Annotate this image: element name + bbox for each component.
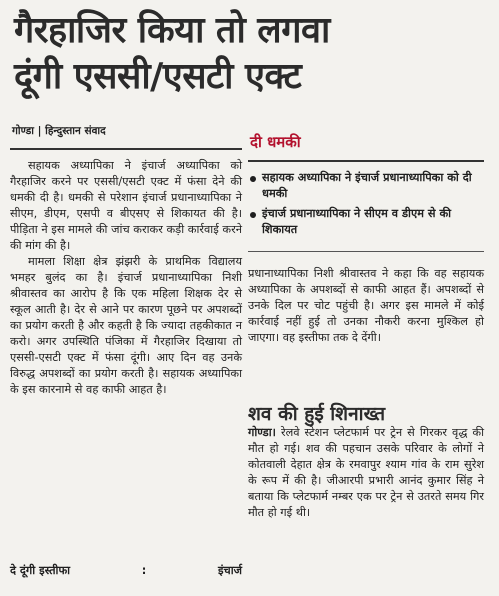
- sidebar-bullet-list: [248, 170, 484, 242]
- second-story-text: रेलवे स्टेशन प्लेटफार्म पर ट्रेन से गिरकर वृद्ध की मौत हो गई। शव की पहचान उसके परिवार के लोगों ने कोतवाली देहात क्षेत्र के रमवापुर श्याम गांव के राम सुरेश के रूप में की है। जीआरपी प्रभारी आनंद कुमार सिंह ने बताया कि प्लेटफार्म नम्बर एक पर ट्रेन से उतरते समय गिर मौत हो गई थी।: [248, 426, 485, 519]
- second-story-heading: शव की हुई शिनाख्त: [248, 403, 386, 425]
- article-paragraph-3: प्रधानाध्यापिका निशी श्रीवास्तव ने कहा कि वह सहायक अध्यापिका के अपशब्दों से काफी आहत हैं। अपशब्दों से उनके दिल पर चोट पहुंची है। अगर इस मामले में कोई कार्रवाई नहीं हुई तो उनका नौकरी करना मुश्किल हो जाएगा। वह इस्तीफा तक दे देंगी।: [248, 267, 484, 344]
- sidebar-bullet-1: सहायक अध्यापिका ने इंचार्ज प्रधानाध्यापिका को दी धमकी: [248, 170, 484, 202]
- article-column-right: [248, 266, 484, 346]
- article-paragraph-2: मामला शिक्षा क्षेत्र झंझरी के प्राथमिक विद्यालय भमहर बुलंद का है। इंचार्ज प्रधानाध्यापिका निशी श्रीवास्तव का आरोप है कि एक महिला शिक्षक देर से स्कूल आती है। देर से आने पर कारण पूछने पर अपशब्दों का प्रयोग करती है और कहती है कि ज्यादा तहकीकात न करो। अगर उपस्थिति पंजिका में गैरहाजिर दिखाया तो एससी-एसटी एक्ट में फंसा दूंगी। आए दिन वह उनके विरुद्ध अपशब्दों का प्रयोग करती है। सहायक अध्यापिका के इस कारनामे से वह काफी आहत है।: [10, 255, 242, 396]
- article-paragraph-1: सहायक अध्यापिका ने इंचार्ज अध्यापिका को गैरहाजिर करने पर एससी/एसटी एक्ट में फंसा देने की धमकी दी है। धमकी से परेशान इंचार्ज प्रधानाध्यापिका ने सीएम, डीएम, एसपी व बीएसए से शिकायत की है। पीड़िता ने इस मामले की जांच कराकर कड़ी कार्रवाई करने की मांग की है।: [10, 159, 242, 252]
- article-subhead-left: दे दूंगी इस्तीफा: [10, 564, 71, 577]
- headline-line-1: गैरहाजिर किया तो लगवा: [14, 10, 330, 51]
- dateline: गोण्डा | हिन्दुस्तान संवाद: [12, 125, 106, 137]
- article-subhead-right: इंचार्ज: [217, 564, 242, 577]
- headline-line-2: दूंगी एससी/एसटी एक्ट: [14, 56, 302, 97]
- second-story-body: [248, 425, 484, 521]
- divider-rule: [10, 148, 242, 150]
- sidebar-bullet-2: इंचार्ज प्रधानाध्यापिका ने सीएम व डीएम से की शिकायत: [248, 206, 484, 238]
- headline: [14, 8, 490, 100]
- article-column-left: [10, 158, 242, 398]
- sidebar-heading: दी धमकी: [248, 124, 484, 162]
- article-subhead-separator: :: [141, 564, 147, 577]
- article-subhead-line: [10, 563, 242, 579]
- sidebar-divider: [248, 251, 484, 252]
- second-story-lead: गोण्डा।: [248, 426, 276, 439]
- second-story-column: [248, 425, 484, 521]
